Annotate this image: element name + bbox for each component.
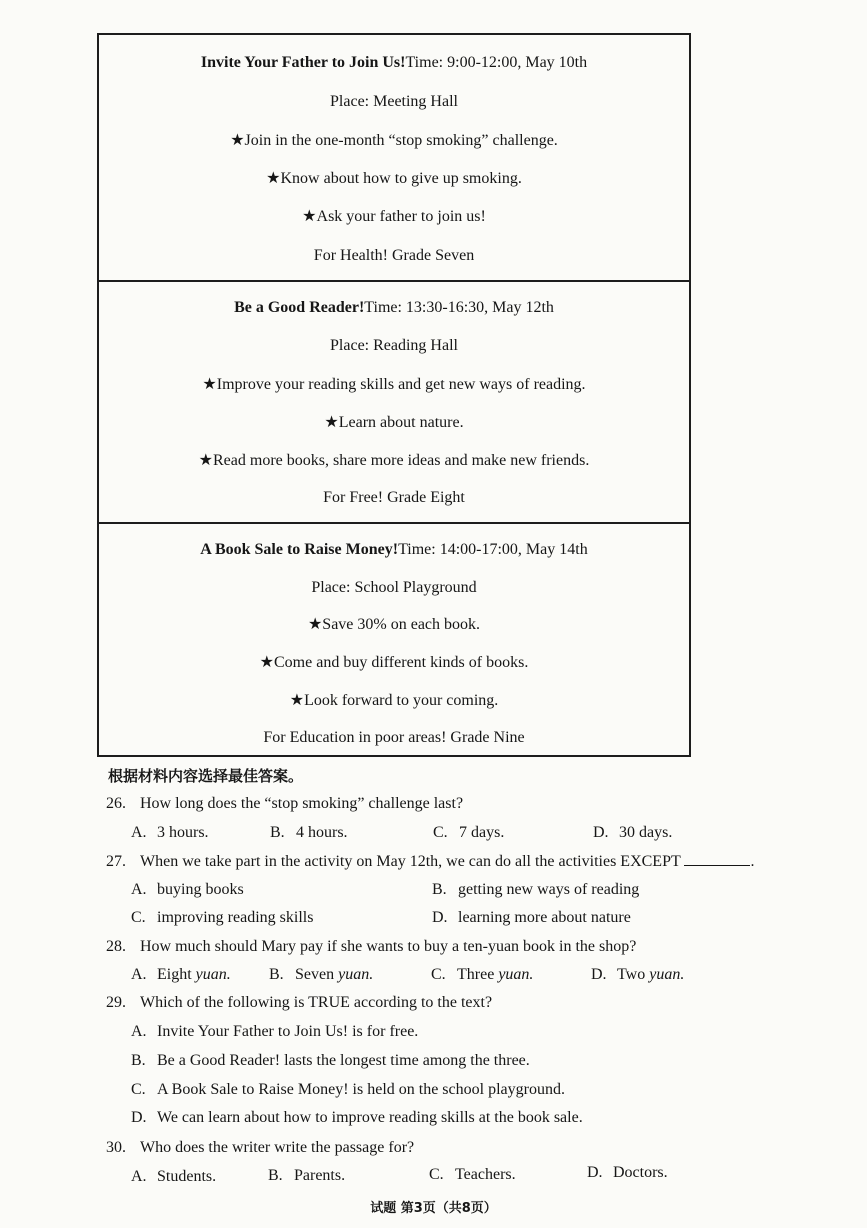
answer-blank — [684, 851, 750, 866]
option[interactable]: A. 3 hours. — [131, 824, 209, 841]
notice-title: Be a Good Reader! — [234, 299, 365, 316]
notice-item: ★Join in the one-month “stop smoking” challenge. — [230, 132, 558, 149]
star-icon: ★ — [266, 170, 281, 187]
notice-footer: For Free! Grade Eight — [323, 489, 465, 506]
notice-item: ★Come and buy different kinds of books. — [259, 654, 529, 671]
question-28: 28. How much should Mary pay if she wants to buy a ten-yuan book in the shop? — [106, 938, 637, 955]
option[interactable]: D. learning more about nature — [432, 909, 631, 926]
option[interactable]: D. 30 days. — [593, 824, 673, 841]
notice-item: ★Save 30% on each book. — [307, 616, 481, 633]
notice-item: ★Know about how to give up smoking. — [266, 170, 522, 187]
notice-time: Time: 14:00-17:00, May 14th — [398, 541, 588, 558]
option[interactable]: B. Seven yuan. — [269, 966, 374, 983]
option[interactable]: C. Teachers. — [429, 1166, 516, 1183]
option[interactable]: D. We can learn about how to improve reading skills at the book sale. — [131, 1109, 583, 1126]
question-30: 30. Who does the writer write the passage for? — [106, 1139, 415, 1156]
notice-title: A Book Sale to Raise Money! — [200, 541, 399, 558]
notice-section-2 — [99, 280, 689, 522]
notice-title-line — [99, 540, 689, 560]
page-footer: 试题 第3页（共8页） — [370, 1201, 497, 1216]
option[interactable]: A. Students. — [131, 1168, 217, 1185]
notice-board — [97, 33, 691, 757]
star-icon: ★ — [302, 208, 317, 225]
star-icon: ★ — [289, 692, 305, 709]
notice-item: ★Learn about nature. — [324, 414, 464, 431]
star-icon: ★ — [230, 132, 245, 149]
notice-title: Invite Your Father to Join Us! — [200, 54, 406, 71]
star-icon: ★ — [259, 654, 274, 671]
option[interactable]: B. 4 hours. — [270, 824, 348, 841]
notice-item: ★Look forward to your coming. — [289, 692, 499, 709]
notice-time: Time: 13:30-16:30, May 12th — [364, 299, 554, 316]
star-icon: ★ — [307, 616, 323, 633]
notice-place: Place: Meeting Hall — [330, 93, 458, 110]
question-27: 27. When we take part in the activity on May 12th, we can do all the activities EXCEPT . — [106, 853, 755, 870]
option[interactable]: C. Three yuan. — [431, 966, 534, 983]
notice-time: Time: 9:00-12:00, May 10th — [405, 54, 588, 71]
option[interactable]: A. buying books — [131, 881, 244, 898]
notice-title-line — [99, 53, 689, 73]
option[interactable]: C. 7 days. — [433, 824, 505, 841]
question-26: 26. How long does the “stop smoking” challenge last? — [106, 795, 464, 812]
star-icon: ★ — [202, 376, 217, 393]
notice-place: Place: Reading Hall — [330, 337, 458, 354]
option[interactable]: D. Two yuan. — [591, 966, 685, 983]
notice-footer: For Health! Grade Seven — [313, 247, 475, 264]
star-icon: ★ — [198, 452, 213, 469]
option[interactable]: D. Doctors. — [587, 1164, 668, 1181]
notice-section-3 — [99, 522, 689, 757]
star-icon: ★ — [324, 414, 339, 431]
notice-footer: For Education in poor areas! Grade Nine — [263, 729, 525, 746]
notice-item: ★Read more books, share more ideas and make new friends. — [198, 452, 590, 469]
option[interactable]: C. A Book Sale to Raise Money! is held on the school playground. — [131, 1081, 565, 1098]
option[interactable]: B. Be a Good Reader! lasts the longest time among the three. — [131, 1052, 530, 1069]
notice-section-1 — [99, 35, 689, 280]
option[interactable]: C. improving reading skills — [131, 909, 314, 926]
option[interactable]: A. Invite Your Father to Join Us! is for free. — [131, 1023, 419, 1040]
notice-title-line — [99, 298, 689, 318]
option[interactable]: A. Eight yuan. — [131, 966, 231, 983]
question-29: 29. Which of the following is TRUE according to the text? — [106, 994, 493, 1011]
instruction: 根据材料内容选择最佳答案。 — [108, 767, 304, 785]
notice-item: ★Ask your father to join us! — [302, 208, 486, 225]
notice-item: ★Improve your reading skills and get new ways of reading. — [202, 376, 586, 393]
notice-place: Place: School Playground — [311, 579, 477, 596]
option[interactable]: B. getting new ways of reading — [432, 881, 640, 898]
option[interactable]: B. Parents. — [268, 1167, 346, 1184]
